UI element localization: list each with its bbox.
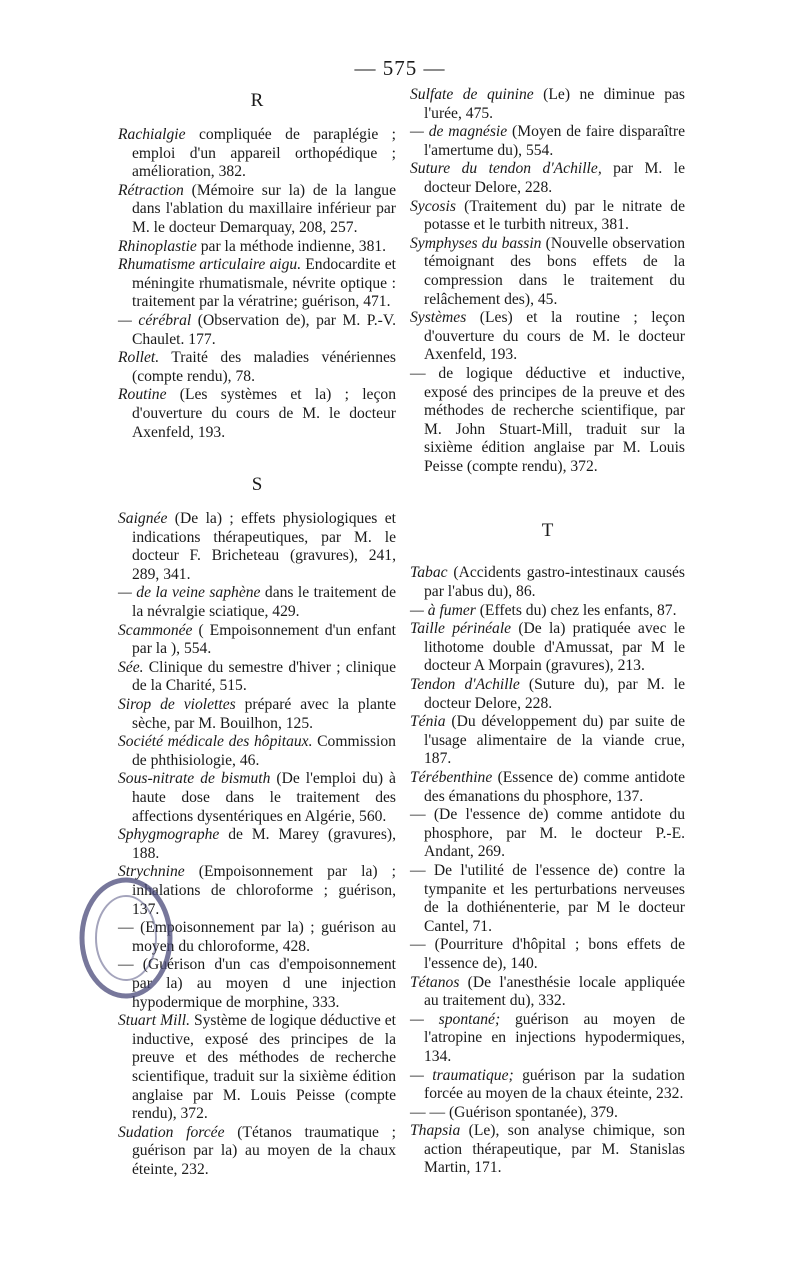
index-entry: [118, 182, 396, 238]
index-entry: [118, 733, 396, 770]
index-entry: [410, 365, 685, 477]
index-entry: [118, 956, 396, 1012]
index-entry: [410, 235, 685, 309]
index-entry: [118, 622, 396, 659]
entry-text: dans le traitement de la névralgie sciatique, 429.: [132, 584, 396, 621]
index-entry: [410, 620, 685, 676]
entry-text: (Tétanos traumatique ; guérison par la) au moyen de la chaux éteinte, 232.: [132, 1123, 396, 1178]
entry-term: Rhumatisme articulaire aigu.: [118, 256, 302, 274]
entry-term: Rhinoplastie: [118, 237, 197, 255]
entry-text: — (Empoisonnement par la) ; guérison au moyen du chloroforme, 428.: [118, 919, 396, 955]
entry-text: (De l'emploi du) à haute dose dans le traitement des affections dysentériques en Algérie, 560.: [132, 770, 396, 825]
entry-text: (Empoisonnement par la) ; inhalations de chloroforme ; guérison, 137.: [132, 863, 396, 918]
entry-text: (Mémoire sur la) de la langue dans l'ablation du maxillaire inférieur par M. le docteur Demarquay, 208, 257.: [132, 181, 396, 236]
entry-text: (Observation de), par M. P.-V. Chaulet. 177.: [132, 311, 396, 348]
index-entry: [410, 713, 685, 769]
index-entry: [410, 160, 685, 197]
entry-term: Saignée: [118, 510, 168, 528]
index-entry: [118, 696, 396, 733]
entry-text: (Le) ne diminue pas l'urée, 475.: [424, 86, 685, 122]
entry-term: Sphygmographe: [118, 826, 220, 844]
entry-term: Sudation forcée: [118, 1123, 225, 1141]
entries-r: [118, 126, 396, 442]
entry-term: Suture du tendon d'Achille,: [410, 160, 602, 178]
entries-s: [118, 510, 396, 1179]
index-entry: [410, 1067, 685, 1104]
index-entry: [118, 386, 396, 442]
entry-text: — (Pourriture d'hôpital ; bons effets de l'essence de), 140.: [410, 936, 685, 972]
index-entry: [410, 1011, 685, 1067]
index-entry: [118, 510, 396, 584]
index-entry: [118, 659, 396, 696]
page-number: — 575 —: [354, 56, 446, 80]
entry-text: Clinique du semestre d'hiver ; clinique de la Charité, 515.: [132, 658, 396, 695]
index-entry: [410, 602, 685, 621]
entry-term: — spontané;: [410, 1010, 501, 1028]
entry-text: (Nouvelle observation témoignant des bons effets de la compression dans le traitement du relâchement des), 45.: [424, 234, 685, 308]
entry-term: Tabac: [410, 564, 448, 582]
entry-text: (De l'anesthésie locale appliquée au traitement du), 332.: [424, 973, 685, 1010]
index-entry: [410, 309, 685, 365]
index-entry: [118, 919, 396, 956]
entry-term: Rachialgie: [118, 126, 186, 143]
entry-text: (Effets du) chez les enfants, 87.: [475, 601, 677, 619]
entry-term: — de magnésie: [410, 123, 508, 141]
entry-text: (Du développement du) par suite de l'usage alimentaire de la viande crue, 187.: [424, 713, 685, 768]
entry-text: — (Guérison d'un cas d'empoisonnement par la) au moyen d une injection hypodermique de morphine, 333.: [118, 956, 396, 1011]
entry-text: (De la) pratiquée avec le lithotome double d'Amussat, par M le docteur A Morpain (gravures), 213.: [424, 620, 685, 675]
index-entry: [410, 769, 685, 806]
index-entry: [410, 1104, 685, 1123]
entry-term: Stuart Mill.: [118, 1012, 190, 1030]
entry-text: — de logique déductive et inductive, exposé des principes de la preuve et des méthodes de recherche scientifique, par M. John Stuart-Mill, traduit sur la sixième édition anglaise par M. Louis Peisse (compte rendu), 372.: [410, 364, 685, 475]
entry-text: par M. le docteur Delore, 228.: [424, 160, 685, 196]
entries-t: [410, 564, 685, 1178]
entry-term: Sirop de violettes: [118, 696, 236, 714]
index-entry: [118, 238, 396, 257]
entry-term: Thapsia: [410, 1122, 461, 1140]
index-entry: [118, 770, 396, 826]
index-entry: [118, 863, 396, 919]
entry-text: par la méthode indienne, 381.: [196, 237, 387, 255]
index-entry: [118, 349, 396, 386]
entry-text: guérison au moyen de l'atropine en injections hypodermiques, 134.: [424, 1010, 685, 1065]
right-column: [410, 86, 685, 1178]
entry-term: Tendon d'Achille: [410, 676, 520, 694]
entry-text: de M. Marey (gravures), 188.: [132, 826, 396, 862]
entry-term: — cérébral: [118, 311, 192, 329]
section-letter-s: S: [251, 474, 263, 496]
index-entry: [118, 1124, 396, 1180]
entry-term: Symphyses du bassin: [410, 234, 542, 252]
left-column: [118, 86, 396, 1179]
index-entry: [118, 312, 396, 349]
entry-term: Ténia: [410, 713, 446, 731]
entry-term: Taille périnéale: [410, 620, 512, 638]
entry-text: Endocardite et méningite rhumatismale, névrite optique : traitement par la vératrine; guérison, 471.: [132, 256, 396, 311]
entry-text: (Le), son analyse chimique, son action thérapeutique, par M. Stanislas Martin, 171.: [424, 1122, 685, 1177]
index-entry: [118, 826, 396, 863]
entry-term: Scammonée: [118, 621, 193, 639]
index-entry: [410, 936, 685, 973]
entry-term: Strychnine: [118, 863, 185, 881]
entry-text: (De la) ; effets physiologiques et indications thérapeutiques, par M. le docteur F. Bricheteau (gravures), 241, 289, 341.: [132, 510, 396, 583]
entry-term: — traumatique;: [410, 1066, 514, 1084]
index-entry: [118, 1012, 396, 1124]
index-entry: [410, 564, 685, 601]
entry-term: Sulfate de quinine: [410, 86, 534, 103]
entry-text: (Moyen de faire disparaître l'amertume du), 554.: [424, 123, 685, 159]
index-entry: [410, 198, 685, 235]
entry-text: — De l'utilité de l'essence de) contre la tympanite et les perturbations nerveuses de la dothiénenterie, par M le docteur Cantel, 71.: [410, 861, 685, 935]
entry-text: compliquée de paraplégie ; emploi d'un appareil orthopédique ; amélioration, 382.: [132, 126, 396, 181]
index-entry: [118, 256, 396, 312]
section-letter-r: R: [250, 90, 264, 111]
entry-term: Systèmes: [410, 309, 467, 327]
entry-text: ( Empoisonnement d'un enfant par la ), 554.: [132, 621, 396, 658]
entry-term: Tétanos: [410, 973, 460, 991]
section-letter-t: T: [541, 520, 554, 542]
entry-text: (Les systèmes et la) ; leçon d'ouverture du cours de M. le docteur Axenfeld, 193.: [132, 386, 396, 441]
entry-text: guérison par la sudation forcée au moyen de la chaux éteinte, 232.: [424, 1066, 685, 1103]
entry-text: (Suture du), par M. le docteur Delore, 228.: [424, 676, 685, 712]
entry-text: Commission de phthisiologie, 46.: [132, 733, 396, 769]
entry-text: (Essence de) comme antidote des émanations du phosphore, 137.: [424, 769, 685, 805]
entry-term: Sée.: [118, 658, 144, 676]
entry-term: — de la veine saphène: [118, 584, 261, 602]
entry-text: Traité des maladies vénériennes (compte rendu), 78.: [132, 349, 396, 385]
entry-term: Térébenthine: [410, 769, 493, 786]
index-entry: [410, 676, 685, 713]
entry-text: (Les) et la routine ; leçon d'ouverture du cours de M. le docteur Axenfeld, 193.: [424, 309, 685, 364]
index-entry: [410, 86, 685, 123]
index-entry: [410, 123, 685, 160]
index-entry: [410, 862, 685, 936]
entry-text: — — (Guérison spontanée), 379.: [410, 1103, 618, 1121]
entry-term: Société médicale des hôpitaux.: [118, 733, 313, 751]
entry-text: Système de logique déductive et inductive, exposé des principes de la preuve et des méthodes de recherche scientifique, traduit sur la sixième édition anglaise par M. Louis Peisse (compte rendu), 372.: [132, 1012, 396, 1123]
entries-s-continued: [410, 86, 685, 476]
entry-text: — (De l'essence de) comme antidote du phosphore, par M. le docteur P.-E. Andant, 269.: [410, 806, 685, 861]
entry-text: (Accidents gastro-intestinaux causés par l'abus du), 86.: [424, 564, 685, 601]
index-entry: [118, 584, 396, 621]
entry-term: — à fumer: [410, 601, 476, 619]
entry-term: Rollet.: [118, 349, 160, 367]
entry-text: préparé avec la plante sèche, par M. Bouilhon, 125.: [132, 696, 396, 732]
index-entry: [410, 974, 685, 1011]
entry-term: Sous-nitrate de bismuth: [118, 770, 271, 788]
entry-term: Routine: [118, 386, 167, 404]
index-entry: [118, 126, 396, 182]
entry-term: Rétraction: [118, 181, 184, 199]
entry-text: (Traitement du) par le nitrate de potasse et le turbith nitreux, 381.: [424, 197, 685, 234]
index-entry: [410, 806, 685, 862]
entry-term: Sycosis: [410, 197, 456, 215]
index-entry: [410, 1122, 685, 1178]
